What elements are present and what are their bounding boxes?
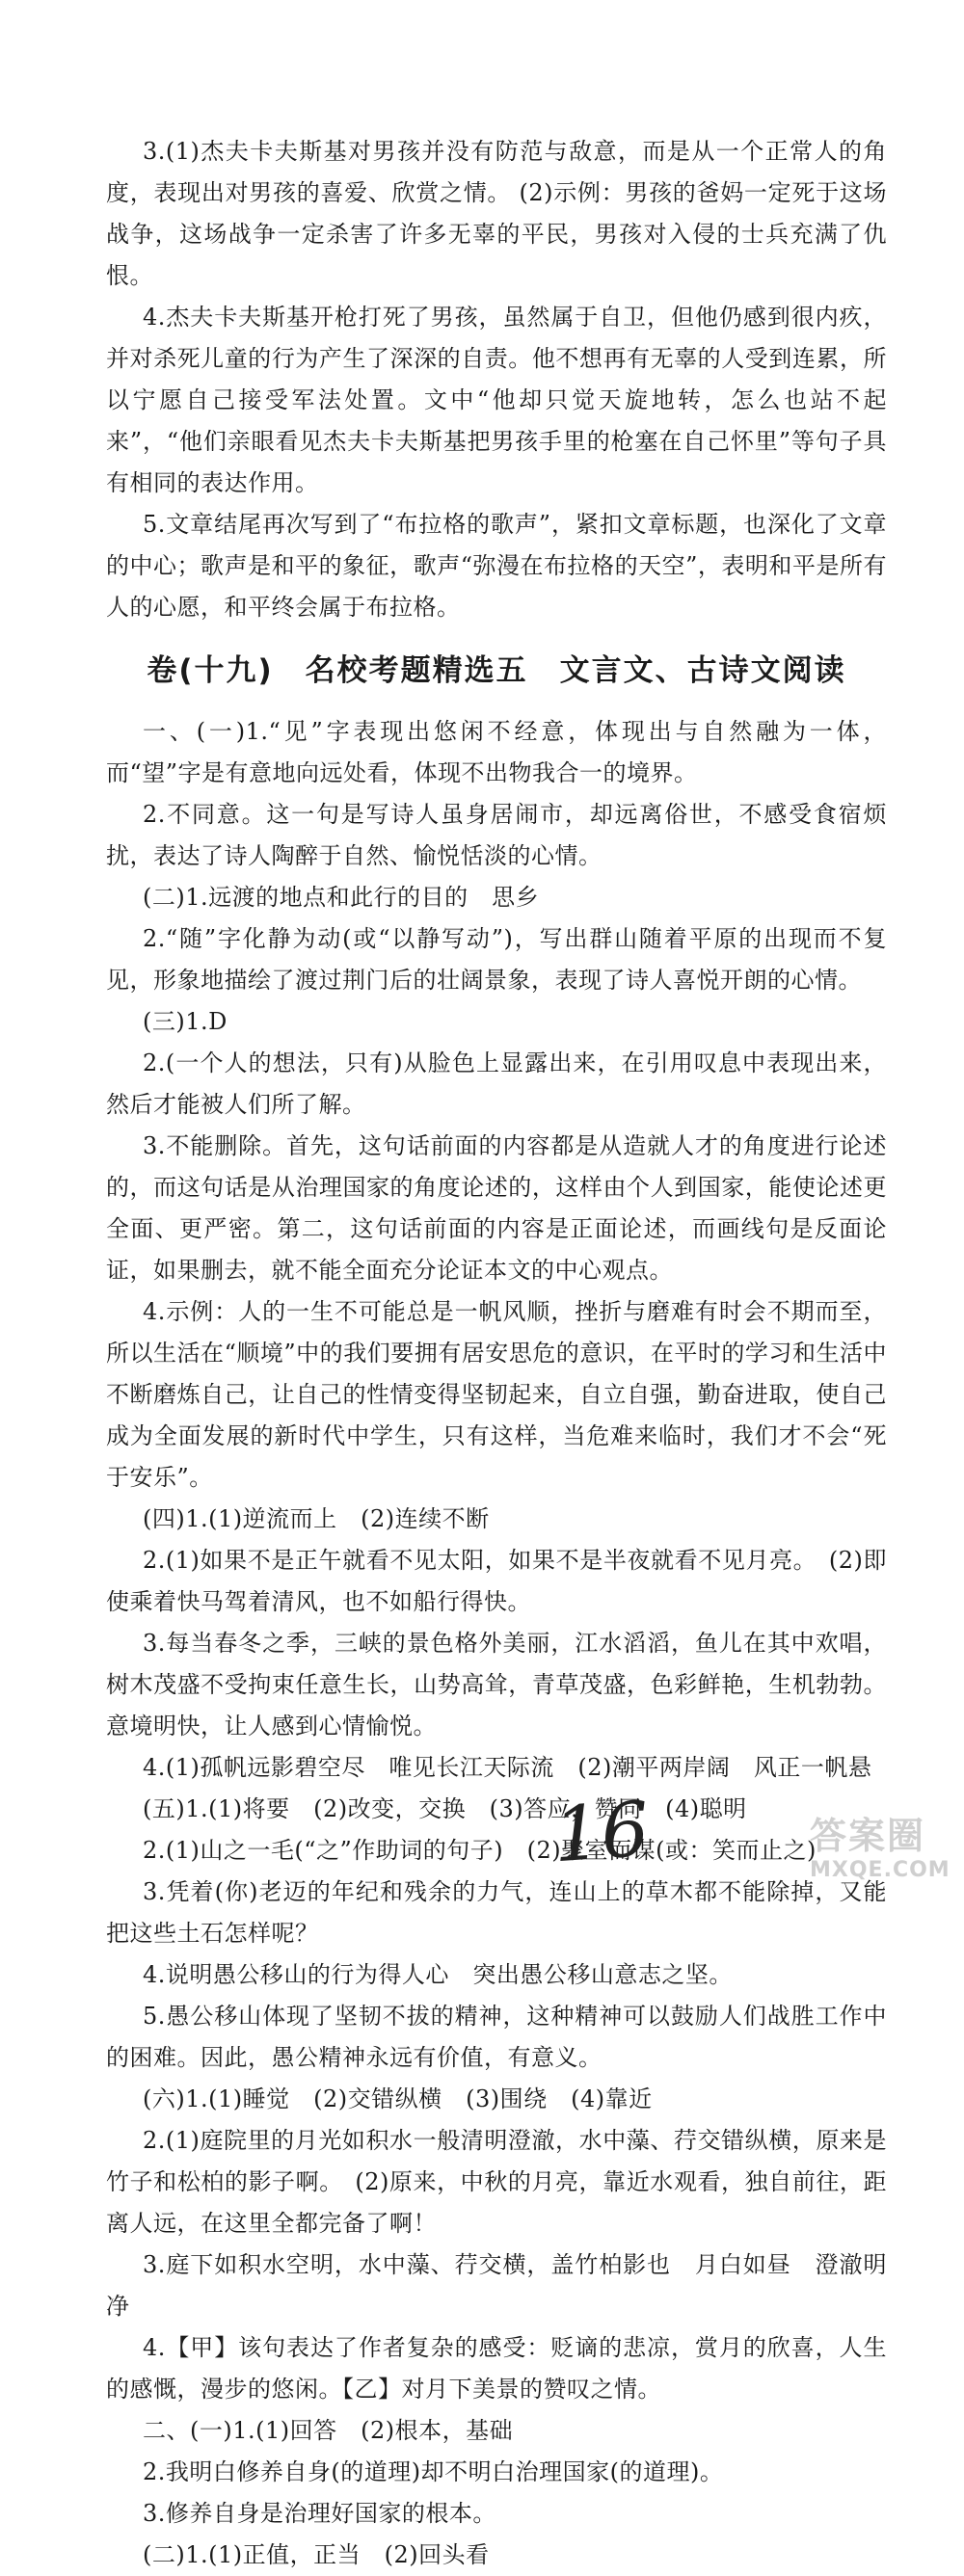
- answer-item: (四)1.(1)逆流而上 (2)连续不断: [143, 1505, 490, 1532]
- section-title: 卷(十九) 名校考题精选五 文言文、古诗文阅读: [147, 653, 846, 688]
- answer-item: 2.(一个人的想法，只有)从脸色上显露出来，在引用叹息中表现出来，然后才能被人们所了解。: [106, 1049, 887, 1118]
- answer-item: (二)1.(1)正值，正当 (2)回头看: [143, 2541, 490, 2568]
- answer-item: (六)1.(1)睡觉 (2)交错纵横 (3)围绕 (4)靠近: [143, 2085, 653, 2112]
- answer-item: (五)1.(1)将要 (2)改变，交换 (3)答应，赞同 (4)聪明: [143, 1795, 747, 1822]
- handwritten-page-number: 16: [549, 1786, 653, 1880]
- answer-item: 3.庭下如积水空明，水中藻、荇交横，盖竹柏影也 月白如昼 澄澈明净: [106, 2251, 887, 2320]
- answer-item: 一、(一)1.“见”字表现出悠闲不经意，体现出与自然融为一体，而“望”字是有意地向远处看，体现不出物我合一的境界。: [106, 718, 887, 786]
- page-content: [106, 131, 887, 2576]
- answer-item: 4.(1)孤帆远影碧空尽 唯见长江天际流 (2)潮平两岸阔 风正一帆悬: [143, 1754, 872, 1781]
- answer-item: 2.“随”字化静为动(或“以静写动”)，写出群山随着平原的出现而不复见，形象地描绘了渡过荆门后的壮阔景象，表现了诗人喜悦开朗的心情。: [106, 925, 887, 994]
- answer-item: 2.(1)庭院里的月光如积水一般清明澄澈，水中藻、荇交错纵横，原来是竹子和松柏的影子啊。 (2)原来，中秋的月亮，靠近水观看，独自前往，距离人远，在这里全都完备了啊！: [106, 2127, 887, 2237]
- watermark-cn: 答案圈: [810, 1815, 926, 1857]
- watermark-logo: [810, 1814, 954, 1910]
- prev-answer-3: 3.(1)杰夫卡夫斯基对男孩并没有防范与敌意，而是从一个正常人的角度，表现出对男孩的喜爱、欣赏之情。 (2)示例：男孩的爸妈一定死于这场战争，这场战争一定杀害了许多无辜的平民，男孩对入侵的士兵充满了仇恨。: [106, 138, 887, 289]
- answer-item: (三)1.D: [143, 1008, 228, 1035]
- answer-item: 3.修养自身是治理好国家的根本。: [143, 2500, 496, 2527]
- answer-item: 3.每当春冬之季，三峡的景色格外美丽，江水滔滔，鱼儿在其中欢唱，树木茂盛不受拘束任意生长，山势高耸，青草茂盛，色彩鲜艳，生机勃勃。意境明快，让人感到心情愉悦。: [106, 1630, 887, 1739]
- answer-item: 5.愚公移山体现了坚韧不拔的精神，这种精神可以鼓励人们战胜工作中的困难。因此，愚公精神永远有价值，有意义。: [106, 2003, 887, 2071]
- prev-answer-4: 4.杰夫卡夫斯基开枪打死了男孩，虽然属于自卫，但他仍感到很内疚，并对杀死儿童的行为产生了深深的自责。他不想再有无辜的人受到连累，所以宁愿自己接受军法处置。文中“他却只觉天旋地转，怎么也站不起来”，“他们亲眼看见杰夫卡夫斯基把男孩手里的枪塞在自己怀里”等句子具有相同的表达作用。: [106, 304, 887, 496]
- answer-item: 二、(一)1.(1)回答 (2)根本，基础: [143, 2417, 514, 2444]
- answer-item: 4.说明愚公移山的行为得人心 突出愚公移山意志之坚。: [143, 1961, 733, 1988]
- answer-item: 4.【甲】该句表达了作者复杂的感受：贬谪的悲凉，赏月的欣喜，人生的感慨，漫步的悠闲。【乙】对月下美景的赞叹之情。: [106, 2334, 887, 2403]
- answer-item: 2.(1)山之一毛(“之”作助词的句子) (2)聚室而谋(或：笑而止之): [143, 1837, 817, 1864]
- prev-answer-5: 5.文章结尾再次写到了“布拉格的歌声”，紧扣文章标题，也深化了文章的中心；歌声是和平的象征，歌声“弥漫在布拉格的天空”，表明和平是所有人的心愿，和平终会属于布拉格。: [106, 511, 887, 621]
- answer-item: (二)1.远渡的地点和此行的目的 思乡: [143, 884, 540, 911]
- answer-item: 4.示例：人的一生不可能总是一帆风顺，挫折与磨难有时会不期而至，所以生活在“顺境”中的我们要拥有居安思危的意识，在平时的学习和生活中不断磨炼自己，让自己的性情变得坚韧起来，自立自强，勤奋进取，使自己成为全面发展的新时代中学生，只有这样，当危难来临时，我们才不会“死于安乐”。: [106, 1298, 887, 1491]
- watermark-en: MXQE.COM: [810, 1858, 951, 1882]
- answer-item: 3.凭着(你)老迈的年纪和残余的力气，连山上的草木都不能除掉，又能把这些土石怎样呢？: [106, 1878, 887, 1947]
- answer-item: 2.不同意。这一句是写诗人虽身居闹市，却远离俗世，不感受食宿烦扰，表达了诗人陶醉于自然、愉悦恬淡的心情。: [106, 801, 887, 869]
- answer-item: 2.我明白修养自身(的道理)却不明白治理国家(的道理)。: [143, 2458, 724, 2485]
- answer-item: 2.(1)如果不是正午就看不见太阳，如果不是半夜就看不见月亮。 (2)即使乘着快马驾着清风，也不如船行得快。: [106, 1547, 887, 1615]
- answer-item: 3.不能删除。首先，这句话前面的内容都是从造就人才的角度进行论述的，而这句话是从治理国家的角度论述的，这样由个人到国家，能使论述更全面、更严密。第二，这句话前面的内容是正面论述，而画线句是反面论证，如果删去，就不能全面充分论证本文的中心观点。: [106, 1132, 887, 1284]
